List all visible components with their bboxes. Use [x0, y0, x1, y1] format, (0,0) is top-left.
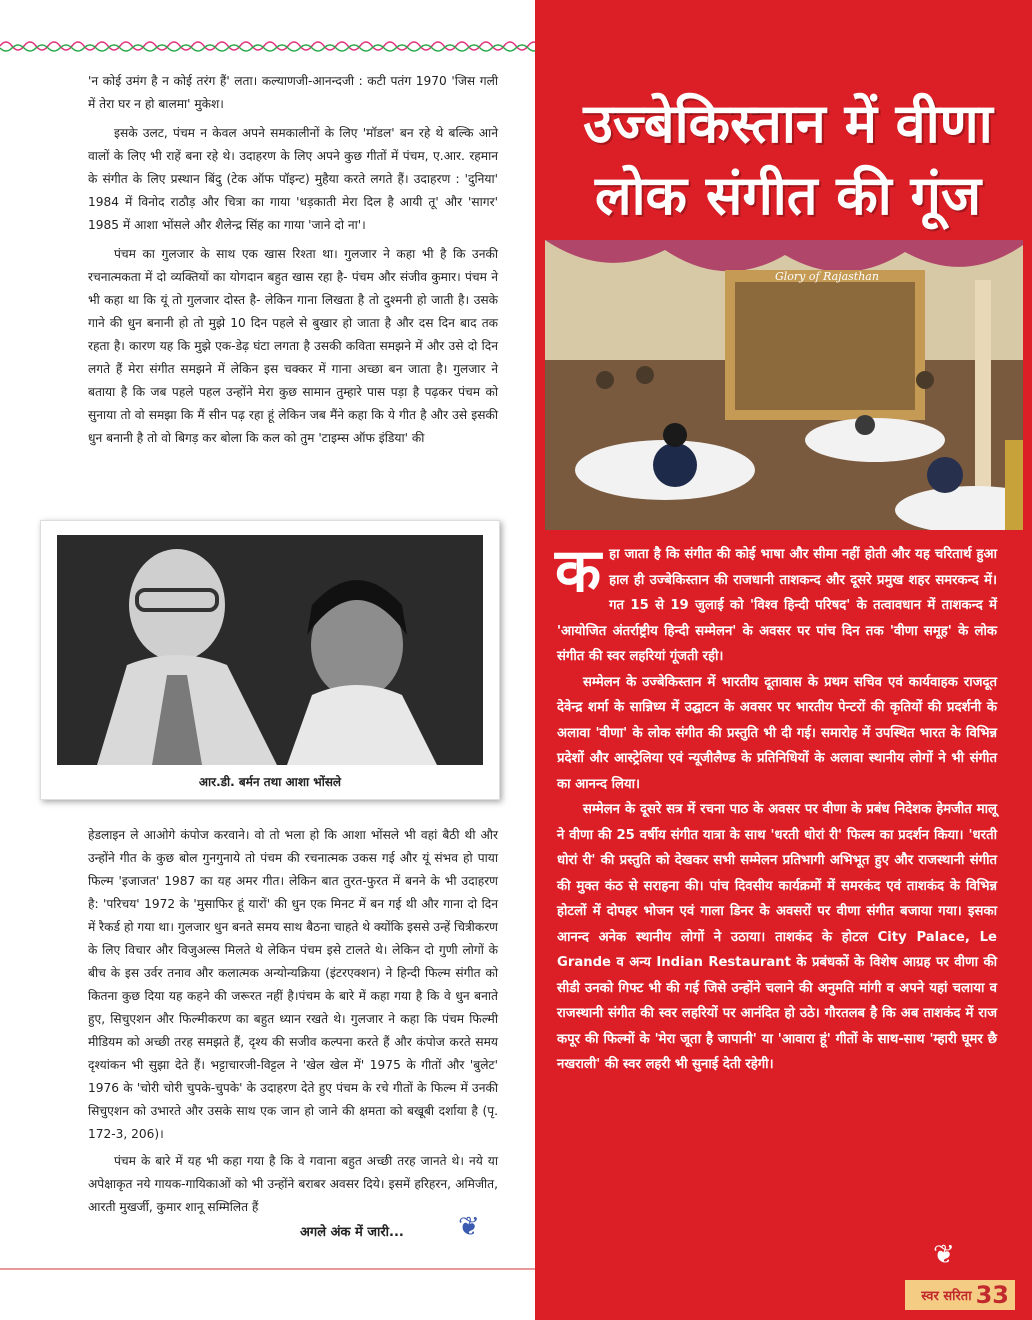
- paragraph: सम्मेलन के दूसरे सत्र में रचना पाठ के अवसर पर वीणा के प्रबंध निदेशक हेमजीत मालू ने वीणा की 25 वर्षीय संगीत यात्रा के साथ 'धरती धोरां री' फिल्म का प्रदर्शन किया। 'धरती धोरां री' की प्रस्तुति को देखकर सभी सम्मेलन प्रतिभागी अभिभूत हुए और राजस्थानी संगीत की मुक्त कंठ से सराहना की। पांच दिवसीय कार्यक्रमों में समरकंद एवं ताशकंद के विभिन्न होटलों में दोपहर भोजन एवं गाला डिनर के अवसरों पर वीणा संगीत बजाया गया। इसका आनन्द अनेक स्थानीय लोगों ने उठाया। ताशकंद के होटल City Palace, Le Grande व अन्य Indian Restaurant के प्रबंधकों के विशेष आग्रह पर वीणा की सीडी उनको गिफ्ट भी की गई जिसे उन्होंने चलाने की अनुमति मांगी व अपने यहां चलाया व राजस्थानी संगीत की स्वर लहरियों पर आनंदित हो उठे। गौरतलब है कि अब ताशकंद में राज कपूर की फिल्मों के 'मेरा जूता है जापानी' या 'आवारा हूं' गीतों के साथ-साथ 'म्हारी घूमर छै नखराली' की स्वर लहरी भी सुनाई देती रहेगी।: [557, 802, 997, 1072]
- photo-illustration: [57, 535, 483, 765]
- left-column-top: [88, 70, 498, 456]
- event-photo: [545, 240, 1023, 530]
- page-number: 33: [975, 1281, 1009, 1309]
- page-footer: [905, 1280, 1015, 1310]
- event-photo-illustration: [545, 240, 1023, 530]
- bw-photo-frame: [40, 520, 500, 800]
- ornament-icon: ❦: [933, 1240, 955, 1270]
- paragraph: इसके उलट, पंचम न केवल अपने समकालीनों के लिए 'मॉडल' बन रहे थे बल्कि आने वालों के लिए भी राहें बना रहे थे। उदाहरण के लिए अपने कुछ गीतों में पंचम, ए.आर. रहमान के संगीत के लिए प्रस्थान बिंदु (टेक ऑफ पॉइन्ट) मुहैया करते लगते हैं। उदाहरण : 'दुनिया' 1984 में विनोद राठौड़ और चित्रा का गाया 'धड़काती मेरा दिल है आयी तू' और 'सागर' 1985 में आशा भोंसले और शैलेन्द्र सिंह का गाया 'जाने दो ना'।: [88, 126, 498, 232]
- paragraph: पंचम का गुलजार के साथ एक खास रिश्ता था। गुलजार ने कहा भी है कि उनकी रचनात्मकता में दो व्यक्तियों का योगदान बहुत खास रहा है- पंचम और संजीव कुमार। पंचम ने भी कहा था कि यूं तो गुलजार दोस्त है- लेकिन गाना लिखता है तो दुश्मनी हो जाती है। उसके गाने की धुन बनानी हो तो मुझे 10 दिन पहले से बुखार हो जाता है और दस दिन बाद तक रहता है। कारण यह कि मुझे एक-डेढ़ घंटा लगता है उसकी कविता समझने में और उसे दो दिन लगते हैं मेरा संगीत समझने में लेकिन इस चक्कर में गाना अच्छा बन जाता है। गुलजार ने बताया है कि जब पहले पहल उन्होंने मेरा कुछ सामान तुम्हारे पास पड़ा है पढ़कर पंचम को सुनाया तो वो समझा कि मैं सीन पढ़ रहा हूं लेकिन जब मैंने कहा कि ये गीत है और उसे इसकी धुन बनानी है तो वो बिगड़ कर बोला कि कल को तुम 'टाइम्स ऑफ इंडिया' की: [88, 247, 498, 445]
- paragraph: पंचम के बारे में यह भी कहा गया है कि वे गवाना बहुत अच्छी तरह जानते थे। नये या अपेक्षाकृत नये गायक-गायिकाओं को भी उन्होंने बराबर अवसर दिये। इसमें हरिहरन, अमिजीत, आरती मुखर्जी, कुमार शानू सम्मिलित हैं: [88, 1154, 498, 1214]
- paragraph: हेडलाइन ले आओगे कंपोज करवाने। वो तो भला हो कि आशा भोंसले भी वहां बैठी थी और उन्होंने गीत के कुछ बोल गुनगुनाये तो पंचम की रचनात्मक उकस गई और यूं संभव हो पाया फिल्म 'इजाजत' 1987 का यह अमर गीत। लेकिन बात तुरत-फुरत में बनने के भी उदाहरण है: 'परिचय' 1972 के 'मुसाफिर हूं यारों' की धुन एक मिनट में बन गई थी और गाना दो दिन में रैकर्ड हो गया था। गुलजार धुन बनते समय साथ बैठना चाहते थे क्योंकि इससे उन्हें चित्रीकरण के लिए विचार और विजुअल्स मिलते थे लेकिन पंचम इसे टालते थे। लेकिन दो गुणी लोगों के बीच के इस उर्वर तनाव और कलात्मक अन्योन्यक्रिया (इंटरएक्शन) ने हिन्दी फिल्म संगीत को कितना कुछ दिया यह कहने की जरूरत नहीं है।पंचम के बारे में कहा गया है कि वे धुन बनाते हुए, सिचुएशन और फिल्मीकरण का बहुत ध्यान रखते थे। गुलजार ने कहा कि पंचम फिल्मी मीडियम को अच्छी तरह समझते हैं, दृश्य की सजीव कल्पना करते हैं और कंपोज करते समय दृश्यांकन भी सुझा देते हैं। भट्टाचारजी-विट्टल ने 'खेल खेल में' 1975 के गीतों और 'बुलेट' 1976 के 'चोरी चोरी चुपके-चुपके' के उदाहरण देते हुए पंचम के रचे गीतों के फिल्म में उनकी सिचुएशन को उभारते और उसके साथ एक जान हो जाने की क्षमता को बखूबी दर्शाया है (पृ. 172-3, 206)।: [88, 828, 498, 1141]
- headline: [553, 88, 1023, 232]
- bw-photo: [57, 535, 483, 765]
- dropcap: क: [555, 536, 602, 606]
- paragraph: सम्मेलन के उज्बेकिस्तान में भारतीय दूतावास के प्रथम सचिव एवं कार्यवाहक राजदूत देवेन्द्र शर्मा के सान्निध्य में उद्घाटन के अवसर पर भारतीय पेन्टरों की कृतियों की प्रदर्शनी के अलावा 'वीणा' के लोक संगीत की प्रस्तुति भी दी गई। समारोह में उपस्थित भारत के विभिन्न प्रदेशों और आस्ट्रेलिया एवं न्यूजीलैण्ड के प्रतिनिधियों के अलावा स्थानीय लोगों ने भी संगीत का आनन्द लिया।: [557, 674, 997, 792]
- event-banner-text: Glory of Rajasthan: [775, 270, 879, 283]
- photo-caption: आर.डी. बर्मन तथा आशा भोंसले: [198, 775, 342, 789]
- ornament-icon: ❦: [458, 1212, 480, 1242]
- headline-line-2: लोक संगीत की गूंज: [594, 164, 982, 227]
- left-column-bottom: [88, 824, 498, 1223]
- magazine-name: स्वर सरिता: [921, 1289, 972, 1304]
- headline-line-1: उज्बेकिस्तान में वीणा: [583, 92, 993, 155]
- continued-note: अगले अंक में जारी...: [300, 1225, 404, 1240]
- paragraph: [555, 536, 997, 670]
- paragraph: 'न कोई उमंग है न कोई तरंग हैं' लता। कल्याणजी-आनन्दजी : कटी पतंग 1970 'जिस गली में तेरा घर न हो बालमा' मुकेश।: [88, 74, 498, 111]
- article-body: [555, 536, 997, 1078]
- divider: [0, 1268, 535, 1270]
- paragraph-text: हा जाता है कि संगीत की कोई भाषा और सीमा नहीं होती और यह चरितार्थ हुआ हाल ही उज्बेकिस्तान की राजधानी ताशकन्द और दूसरे प्रमुख शहर समरकन्द में। गत 15 से 19 जुलाई को 'विश्व हिन्दी परिषद' के तत्वावधान में ताशकन्द में 'आयोजित अंतर्राष्ट्रीय हिन्दी सम्मेलन' के अवसर पर पांच दिन तक 'वीणा समूह' के लोक संगीत की स्वर लहरियां गूंजती रही।: [557, 547, 997, 664]
- decorative-border: [0, 38, 540, 54]
- article-panel: [535, 0, 1032, 1320]
